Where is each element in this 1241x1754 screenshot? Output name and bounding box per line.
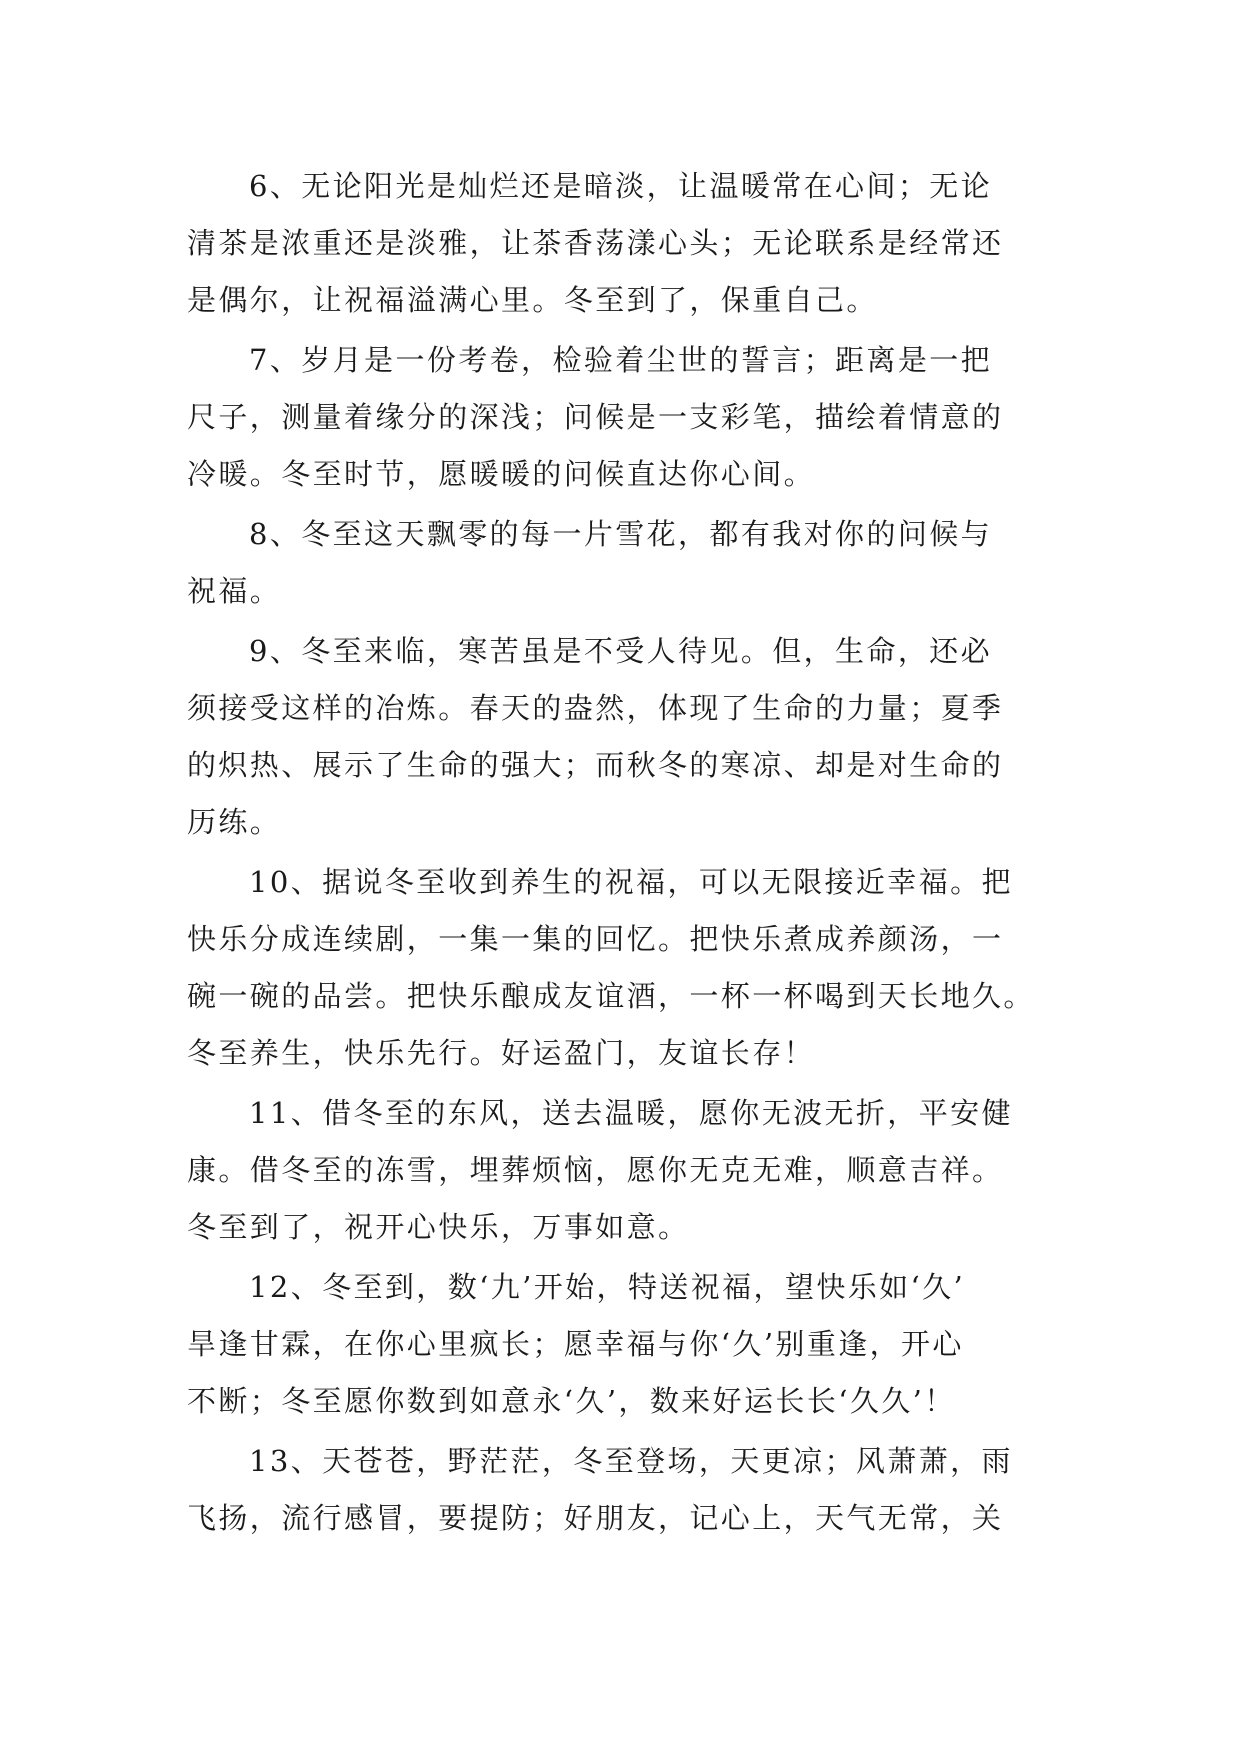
paragraph-11 (187, 1085, 1055, 1256)
text-line: 6、无论阳光是灿烂还是暗淡，让温暖常在心间；无论 (249, 169, 993, 203)
text-line: 不断；冬至愿你数到如意永‘久’，数来好运长长‘久久’！ (187, 1384, 956, 1418)
text-line: 清茶是浓重还是淡雅，让茶香荡漾心头；无论联系是经常还 (187, 226, 1004, 260)
text-line: 碗一碗的品尝。把快乐酿成友谊酒，一杯一杯喝到天长地久。 (187, 979, 1035, 1013)
text-line: 祝福。 (187, 574, 282, 608)
text-line: 7、岁月是一份考卷，检验着尘世的誓言；距离是一把 (249, 343, 993, 377)
paragraph-12 (187, 1259, 1055, 1430)
paragraph-6 (187, 158, 1055, 329)
text-line: 快乐分成连续剧，一集一集的回忆。把快乐煮成养颜汤，一 (187, 922, 1004, 956)
text-line: 冬至养生，快乐先行。好运盈门，友谊长存！ (187, 1036, 816, 1070)
text-line: 的炽热、展示了生命的强大；而秋冬的寒凉、却是对生命的 (187, 748, 1004, 782)
text-line: 冬至到了，祝开心快乐，万事如意。 (187, 1210, 690, 1244)
paragraph-8 (187, 506, 1055, 620)
text-line: 9、冬至来临，寒苦虽是不受人待见。但，生命，还必 (249, 634, 993, 668)
text-line: 13、天苍苍，野茫茫，冬至登场，天更凉；风萧萧，雨 (249, 1444, 1013, 1478)
paragraph-10 (187, 854, 1055, 1082)
text-line: 康。借冬至的冻雪，埋葬烦恼，愿你无克无难，顺意吉祥。 (187, 1153, 1004, 1187)
text-line: 10、据说冬至收到养生的祝福，可以无限接近幸福。把 (249, 865, 1013, 899)
text-line: 尺子，测量着缘分的深浅；问候是一支彩笔，描绘着情意的 (187, 400, 1004, 434)
text-line: 8、冬至这天飘零的每一片雪花，都有我对你的问候与 (249, 517, 993, 551)
text-line: 11、借冬至的东风，送去温暖，愿你无波无折，平安健 (249, 1096, 1013, 1130)
text-line: 旱逢甘霖，在你心里疯长；愿幸福与你‘久’别重逢，开心 (187, 1327, 964, 1361)
paragraph-9 (187, 623, 1055, 851)
text-line: 须接受这样的冶炼。春天的盎然，体现了生命的力量；夏季 (187, 691, 1004, 725)
text-line: 是偶尔，让祝福溢满心里。冬至到了，保重自己。 (187, 283, 878, 317)
paragraph-7 (187, 332, 1055, 503)
document-body (187, 158, 1055, 1550)
text-line: 冷暖。冬至时节，愿暖暖的问候直达你心间。 (187, 457, 816, 491)
text-line: 飞扬，流行感冒，要提防；好朋友，记心上，天气无常，关 (187, 1501, 1004, 1535)
paragraph-13 (187, 1433, 1055, 1547)
text-line: 12、冬至到，数‘九’开始，特送祝福，望快乐如‘久’ (249, 1270, 966, 1304)
text-line: 历练。 (187, 805, 282, 839)
